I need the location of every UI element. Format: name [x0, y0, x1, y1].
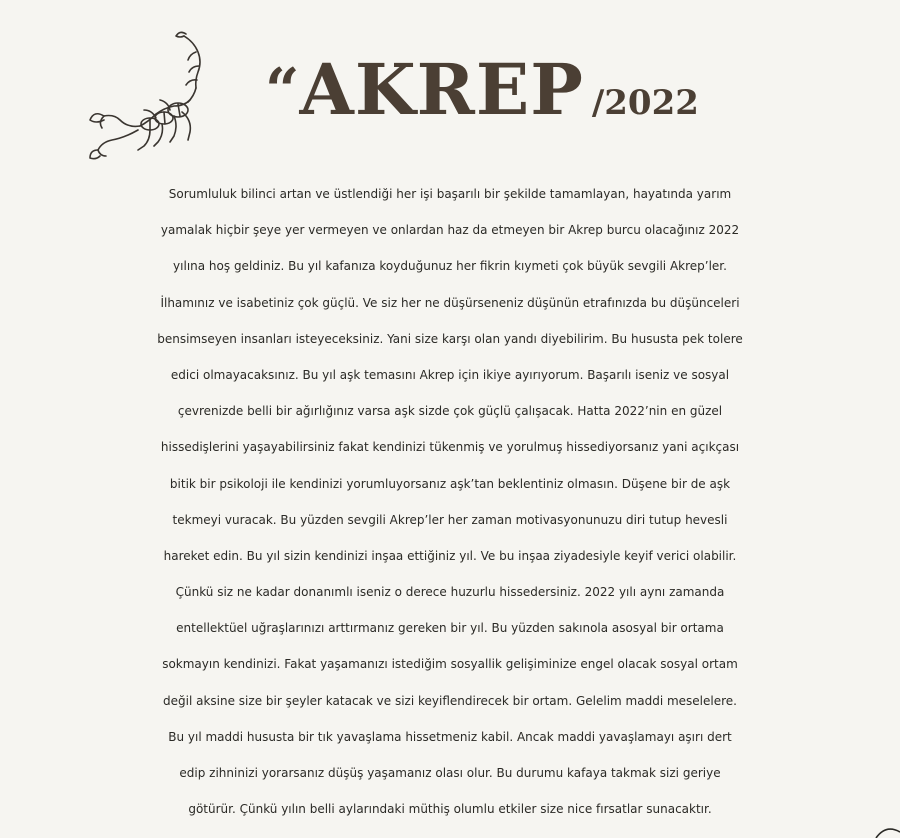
- body-line: bensimseyen insanları isteyeceksiniz. Yani size karşı olan yandı diyebilirim. Bu hususta pek tolere: [157, 331, 743, 346]
- title-year: /2022: [591, 83, 699, 123]
- body-line: edip zihninizi yorarsanız düşüş yaşamanız olası olur. Bu durumu kafaya takmak sizi geriye: [179, 766, 721, 780]
- header: [0, 0, 900, 175]
- body-line: hareket edin. Bu yıl sizin kendinizi inşaa ettiğiniz yıl. Ve bu inşaa ziyadesiyle keyif verici olabilir.: [163, 548, 737, 563]
- body-line: hissedişlerini yaşayabilirsiniz fakat kendinizi tükenmiş ve yorulmuş hissediyorsanız yani açıkçası: [160, 440, 740, 455]
- scorpion-icon: [78, 22, 228, 172]
- body-line: değil aksine size bir şeyler katacak ve sizi keyiflendirecek bir ortam. Gelelim maddi meselelere.: [163, 693, 737, 708]
- body-line: Sorumluluk bilinci artan ve üstlendiği her işi başarılı bir şekilde tamamlayan, hayatında yarım: [168, 187, 732, 201]
- body-line: sokmayın kendinizi. Fakat yaşamanızı istediğim sosyallik gelişiminize engel olacak sosyal ortam: [162, 657, 738, 672]
- body-line: bitik bir psikoloji ile kendinizi yorumluyorsanız aşk’tan beklentiniz olmasın. Düşene bir de aşk: [169, 476, 731, 491]
- body-line: götürür. Çünkü yılın belli aylarındaki müthiş olumlu etkiler size nice fırsatlar sunacaktır.: [188, 802, 712, 817]
- horoscope-body: [0, 176, 900, 827]
- body-line: entellektüel uğraşlarınızı arttırmanız gereken bir yıl. Bu yüzden sakınola asosyal bir ortama: [176, 621, 724, 636]
- body-line: edici olmayacaksınız. Bu yıl aşk temasını Akrep için ikiye ayırıyorum. Başarılı iseniz ve sosyal: [170, 367, 730, 382]
- corner-decoration-icon: [872, 824, 900, 838]
- body-line: Çünkü siz ne kadar donanımlı iseniz o derece huzurlu hissedersiniz. 2022 yılı aynı zamanda: [175, 585, 725, 600]
- body-line: İlhamınız ve isabetiniz çok güçlü. Ve siz her ne düşürseneniz düşünün etrafınızda bu düşünceleri: [160, 295, 740, 310]
- body-line: çevrenizde belli bir ağırlığınız varsa aşk sizde çok güçlü çalışacak. Hatta 2022’nin en güzel: [177, 404, 723, 419]
- body-line: yılına hoş geldiniz. Bu yıl kafanıza koyduğunuz her fikrin kıymeti çok büyük sevgili Akrep’ler.: [173, 259, 727, 274]
- body-line: Bu yıl maddi hususta bir tık yavaşlama hissetmeniz kabil. Ancak maddi yavaşlamayı aşırı dert: [168, 729, 732, 744]
- body-line: tekmeyi vuracak. Bu yüzden sevgili Akrep’ler her zaman motivasyonunuzu diri tutup hevesli: [172, 512, 728, 527]
- opening-quote-mark: “: [265, 56, 300, 126]
- page-title: AKREP: [299, 48, 584, 131]
- body-line: yamalak hiçbir şeye yer vermeyen ve onlardan haz da etmeyen bir Akrep burcu olacağınız 2022: [160, 223, 740, 238]
- title-block: [265, 48, 699, 131]
